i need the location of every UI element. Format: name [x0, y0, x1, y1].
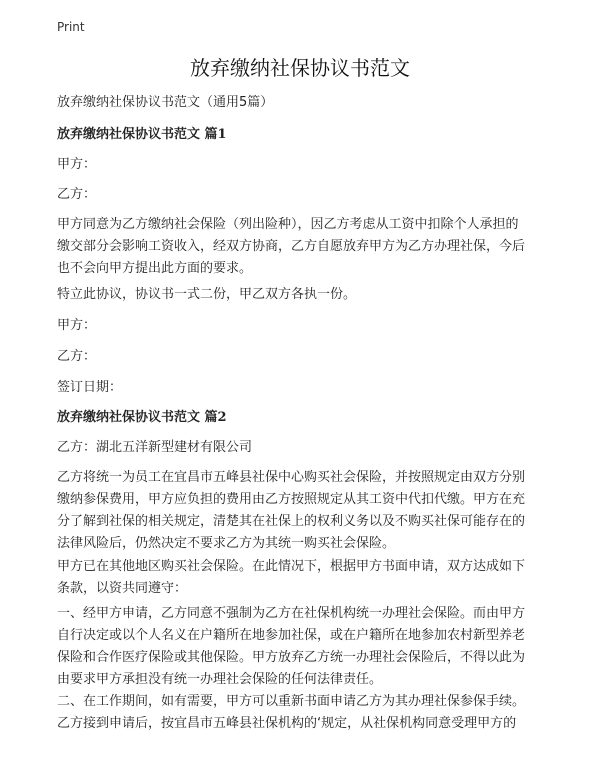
- section2-paragraph1: [57, 467, 549, 555]
- text-line: 乙方接到申请后，按宜昌市五峰县社保机构的‘规定，从社保机构同意受理甲方的: [57, 716, 517, 731]
- text-line: 一、经甲方申请，乙方同意不强制为乙方在社保机构统一办理社会保险。而由甲方: [57, 606, 526, 621]
- document-title: 放弃缴纳社保协议书范文: [190, 56, 410, 80]
- section2-paragraph4: [57, 691, 549, 735]
- text-line: 分了解到社保的相关规定，清楚其在社保上的权利义务以及不购买社保可能存在的: [57, 514, 526, 529]
- section2-paragraph2: [57, 556, 549, 600]
- section2-party-b: 乙方：湖北五洋新型建材有限公司: [57, 440, 253, 455]
- text-line: 条款，以资共同遵守：: [57, 581, 188, 596]
- section1-heading: 放弃缴纳社保协议书范文 篇1: [57, 127, 227, 142]
- section1-paragraph1: [57, 214, 549, 280]
- text-line: 乙方将统一为员工在宜昌市五峰县社保中心购买社会保险，并按照规定由双方分别: [57, 470, 526, 485]
- text-line: 保险和合作医疗保险或其他保险。甲方放弃乙方统一办理社会保险后，不得以此为: [57, 650, 526, 665]
- text-line: 也不会向甲方提出此方面的要求。: [57, 261, 253, 276]
- party-b-label: 乙方：: [57, 187, 97, 202]
- section1-paragraph2: 特立此协议，协议书一式二份，甲乙双方各执一份。: [57, 287, 357, 302]
- text-line: 二、在工作期间，如有需要，甲方可以重新书面申请乙方为其办理社保参保手续。: [57, 694, 526, 709]
- text-line: 法律风险后，仍然决定不要求乙方为其统一购买社会保险。: [57, 536, 396, 551]
- party-b-signature-label: 乙方：: [57, 349, 97, 364]
- party-a-signature-label: 甲方：: [57, 318, 97, 333]
- print-link[interactable]: Print: [57, 20, 85, 34]
- document-subtitle: 放弃缴纳社保协议书范文（通用5篇）: [57, 95, 274, 110]
- text-line: 缴纳参保费用，甲方应负担的费用由乙方按照规定从其工资中代扣代缴。甲方在充: [57, 492, 526, 507]
- text-line: 由要求甲方承担没有统一办理社会保险的任何法律责任。: [57, 672, 383, 687]
- text-line: 甲方同意为乙方缴纳社会保险（列出险种），因乙方考虑从工资中扣除个人承担的: [57, 217, 519, 232]
- text-line: 自行决定或以个人名义在户籍所在地参加社保，或在户籍所在地参加农村新型养老: [57, 628, 526, 643]
- party-a-label: 甲方：: [57, 157, 97, 172]
- sign-date-label: 签订日期：: [57, 380, 123, 395]
- text-line: 甲方已在其他地区购买社会保险。在此情况下，根据甲方书面申请，双方达成如下: [57, 559, 526, 574]
- section2-heading: 放弃缴纳社保协议书范文 篇2: [57, 410, 227, 425]
- text-line: 缴交部分会影响工资收入，经双方协商，乙方自愿放弃甲方为乙方办理社保，今后: [57, 239, 526, 254]
- section2-paragraph3: [57, 603, 549, 691]
